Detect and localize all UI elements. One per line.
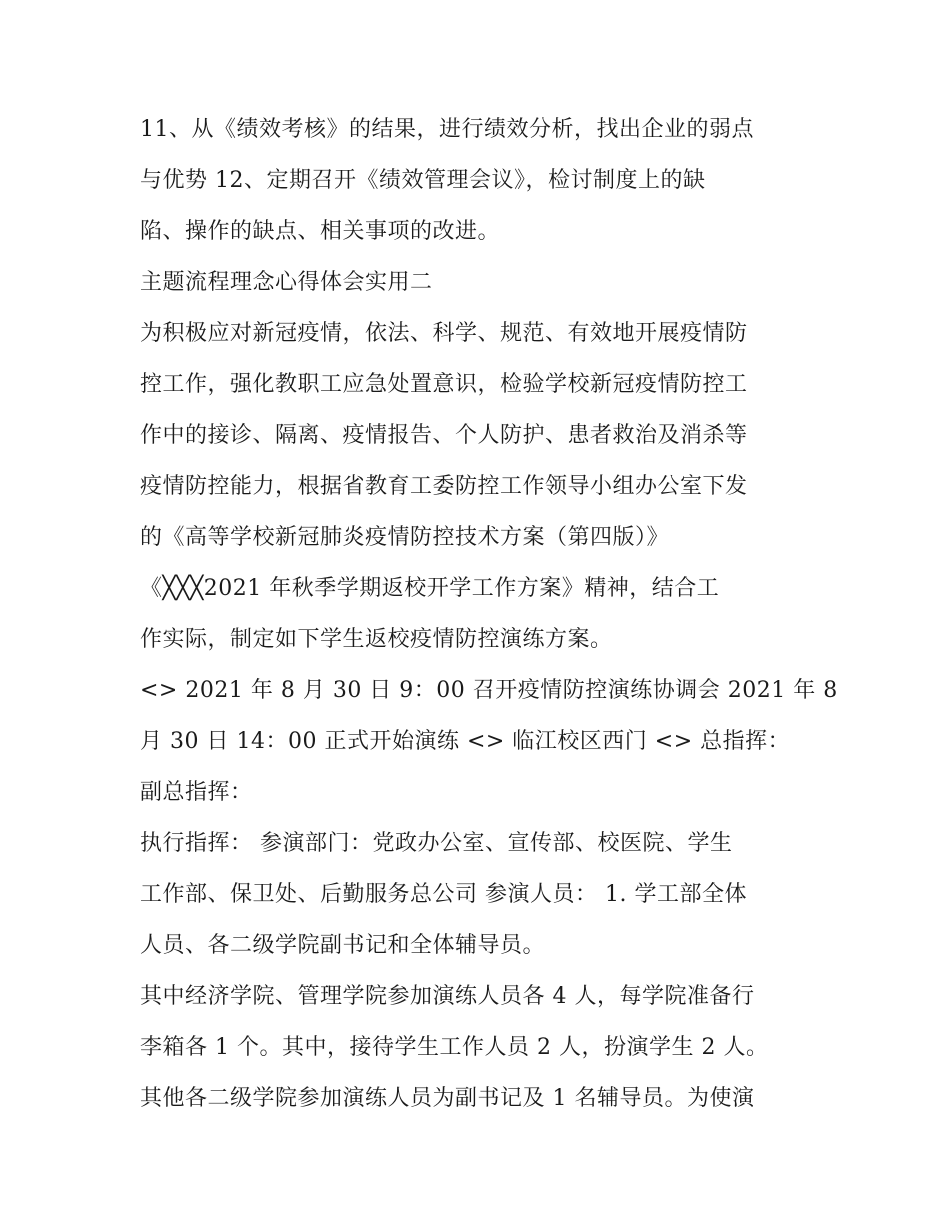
text-line: 与优势 12、定期召开《绩效管理会议》，检讨制度上的缺 bbox=[140, 168, 706, 193]
text-line: 的《高等学校新冠肺炎疫情防控技术方案（第四版）》 bbox=[140, 525, 670, 550]
text-line: 作中的接诊、隔离、疫情报告、个人防护、患者救治及消杀等 bbox=[140, 423, 748, 448]
text-line: 《╳╳╳2021 年秋季学期返校开学工作方案》精神，结合工 bbox=[140, 576, 720, 601]
text-line: 疫情防控能力，根据省教育工委防控工作领导小组办公室下发 bbox=[140, 474, 748, 499]
text-line: <> 2021 年 8 月 30 日 9：00 召开疫情防控演练协调会 2021 年 8 bbox=[140, 678, 838, 703]
text-line: 其中经济学院、管理学院参加演练人员各 4 人，每学院准备行 bbox=[140, 984, 755, 1009]
section-heading: 主题流程理念心得体会实用二 bbox=[140, 270, 433, 295]
text-line: 其他各二级学院参加演练人员为副书记及 1 名辅导员。为使演 bbox=[140, 1086, 755, 1111]
text-line: 陷、操作的缺点、相关事项的改进。 bbox=[140, 219, 501, 244]
text-line: 为积极应对新冠疫情，依法、科学、规范、有效地开展疫情防 bbox=[140, 321, 748, 346]
text-line: 11、从《绩效考核》的结果，进行绩效分析，找出企业的弱点 bbox=[140, 117, 754, 142]
text-line: 副总指挥： bbox=[140, 780, 253, 805]
text-line: 人员、各二级学院副书记和全体辅导员。 bbox=[140, 933, 546, 958]
document-body bbox=[140, 108, 838, 1128]
text-line: 月 30 日 14：00 正式开始演练 <> 临江校区西门 <> 总指挥： bbox=[140, 729, 791, 754]
text-line: 工作部、保卫处、后勤服务总公司 参演人员： 1. 学工部全体 bbox=[140, 882, 747, 907]
text-line: 作实际，制定如下学生返校疫情防控演练方案。 bbox=[140, 627, 613, 652]
text-line: 执行指挥： 参演部门：党政办公室、宣传部、校医院、学生 bbox=[140, 831, 733, 856]
text-line: 李箱各 1 个。其中，接待学生工作人员 2 人，扮演学生 2 人。 bbox=[140, 1035, 769, 1060]
text-line: 控工作，强化教职工应急处置意识，检验学校新冠疫情防控工 bbox=[140, 372, 748, 397]
